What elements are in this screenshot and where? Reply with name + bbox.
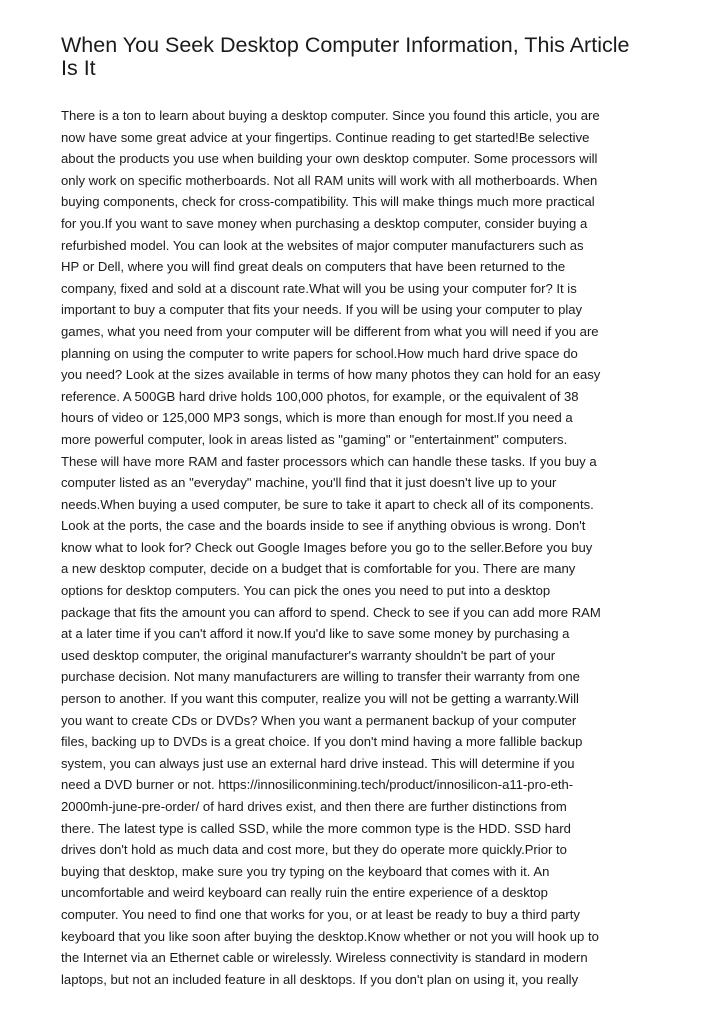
- title-line: Is It: [61, 56, 96, 80]
- article-title: [61, 34, 661, 80]
- body-line: system, you can always just use an external hard drive instead. This will determine if you: [61, 755, 575, 771]
- body-line: reference. A 500GB hard drive holds 100,000 photos, for example, or the equivalent of 38: [61, 388, 579, 404]
- body-line: buying that desktop, make sure you try typing on the keyboard that comes with it. An: [61, 863, 550, 879]
- body-line: a new desktop computer, decide on a budget that is comfortable for you. There are many: [61, 561, 576, 577]
- body-line: computer listed as an "everyday" machine, you'll find that it just doesn't live up to your: [61, 475, 557, 491]
- body-line: purchase decision. Not many manufacturers are willing to transfer their warranty from one: [61, 669, 580, 685]
- body-line: computer. You need to find one that works for you, or at least be ready to buy a third party: [61, 906, 580, 922]
- document-page: [61, 33, 661, 987]
- body-line: only work on specific motherboards. Not all RAM units will work with all motherboards. When: [61, 172, 598, 188]
- body-line: These will have more RAM and faster processors which can handle these tasks. If you buy a: [61, 453, 597, 469]
- body-line: keyboard that you like soon after buying the desktop.Know whether or not you will hook up to: [61, 928, 599, 944]
- body-line: games, what you need from your computer will be different from what you will need if you are: [61, 323, 599, 339]
- body-line: person to another. If you want this computer, realize you will not be getting a warranty.Will: [61, 691, 579, 707]
- body-line: the Internet via an Ethernet cable or wirelessly. Wireless connectivity is standard in modern: [61, 950, 588, 966]
- body-line: there. The latest type is called SSD, while the more common type is the HDD. SSD hard: [61, 820, 571, 836]
- body-line: buying components, check for cross-compatibility. This will make things much more practical: [61, 194, 595, 210]
- body-line: at a later time if you can't afford it now.If you'd like to save some money by purchasing a: [61, 626, 570, 642]
- article-body: [61, 105, 661, 990]
- body-line: used desktop computer, the original manufacturer's warranty shouldn't be part of your: [61, 647, 556, 663]
- title-line: When You Seek Desktop Computer Information, This Article: [61, 33, 630, 57]
- body-line: package that fits the amount you can afford to spend. Check to see if you can add more RAM: [61, 604, 601, 620]
- body-line: There is a ton to learn about buying a desktop computer. Since you found this article, you are: [61, 108, 600, 123]
- body-line: important to buy a computer that fits your needs. If you will be using your computer to play: [61, 302, 583, 318]
- body-line: needs.When buying a used computer, be sure to take it apart to check all of its components.: [61, 496, 594, 512]
- body-line: now have some great advice at your fingertips. Continue reading to get started!Be selective: [61, 129, 590, 145]
- body-line: more powerful computer, look in areas listed as "gaming" or "entertainment" computers.: [61, 431, 568, 447]
- body-line: planning on using the computer to write papers for school.How much hard drive space do: [61, 345, 578, 361]
- body-line: files, backing up to DVDs is a great choice. If you don't mind having a more fallible backup: [61, 734, 583, 750]
- body-line: company, fixed and sold at a discount rate.What will you be using your computer for? It is: [61, 280, 577, 296]
- body-line: drives don't hold as much data and cost more, but they do operate more quickly.Prior to: [61, 842, 567, 858]
- body-line: uncomfortable and weird keyboard can really ruin the entire experience of a desktop: [61, 885, 548, 901]
- body-line: options for desktop computers. You can pick the ones you need to put into a desktop: [61, 583, 551, 599]
- body-line: you need? Look at the sizes available in terms of how many photos they can hold for an easy: [61, 367, 601, 383]
- body-line: hours of video or 125,000 MP3 songs, which is more than enough for most.If you need a: [61, 410, 573, 426]
- body-line: for you.If you want to save money when purchasing a desktop computer, consider buying a: [61, 215, 588, 231]
- body-line: 2000mh-june-pre-order/ of hard drives exist, and then there are further distinctions from: [61, 799, 567, 814]
- body-line: you want to create CDs or DVDs? When you want a permanent backup of your computer: [61, 712, 577, 728]
- body-line: Look at the ports, the case and the boards inside to see if anything obvious is wrong. Don't: [61, 518, 586, 534]
- body-line: refurbished model. You can look at the websites of major computer manufacturers such as: [61, 237, 584, 253]
- body-line: know what to look for? Check out Google Images before you go to the seller.Before you buy: [61, 539, 593, 555]
- body-line: laptops, but not an included feature in all desktops. If you don't plan on using it, you really: [61, 971, 579, 987]
- body-line: about the products you use when building your own desktop computer. Some processors will: [61, 151, 598, 167]
- body-line: need a DVD burner or not. https://innosiliconmining.tech/product/innosilicon-a11-pro-eth-: [61, 777, 574, 793]
- body-line: HP or Dell, where you will find great deals on computers that have been returned to the: [61, 259, 566, 275]
